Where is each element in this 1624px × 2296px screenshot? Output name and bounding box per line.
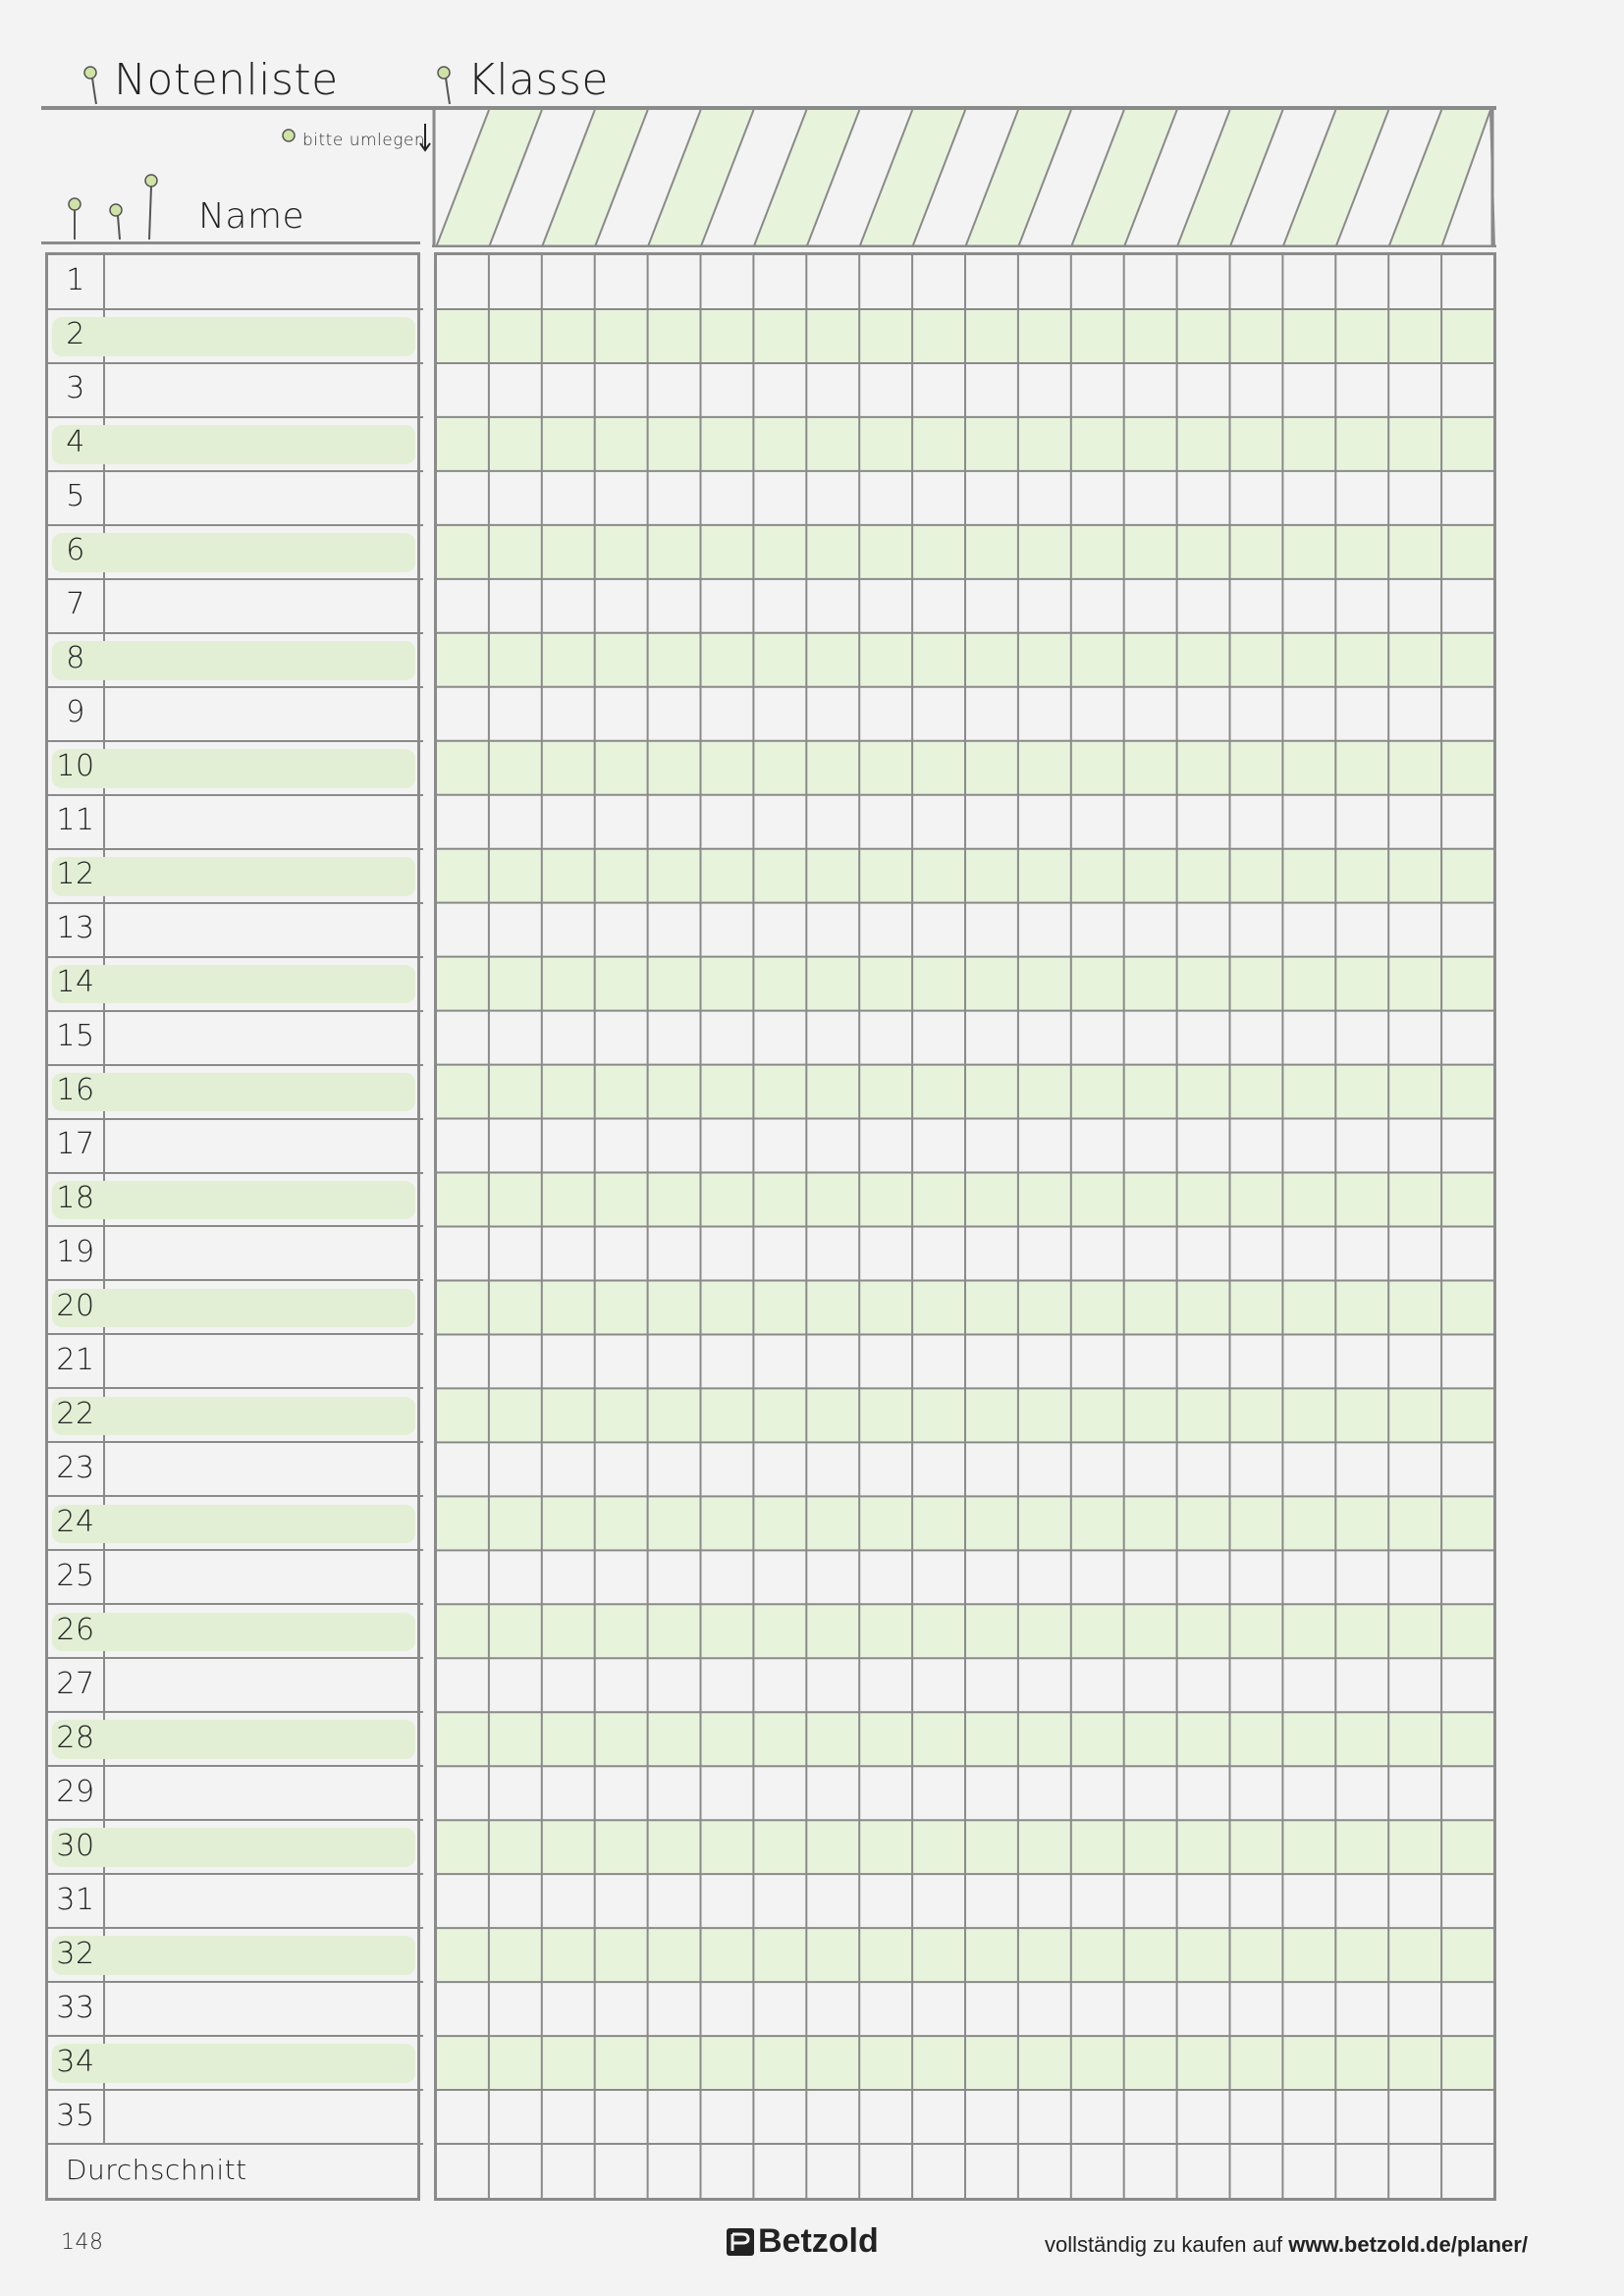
row-divider xyxy=(48,2143,423,2145)
table-row xyxy=(48,1442,423,1496)
table-row xyxy=(48,1658,423,1712)
student-name-field[interactable] xyxy=(103,471,423,525)
student-name-field[interactable] xyxy=(103,1173,423,1227)
row-number: 10 xyxy=(56,749,95,784)
arrow-down-icon xyxy=(418,122,432,157)
table-row xyxy=(48,849,423,903)
row-number: 16 xyxy=(56,1073,95,1108)
student-name-field[interactable] xyxy=(103,849,423,903)
student-name-field[interactable] xyxy=(103,633,423,687)
row-number: 5 xyxy=(66,479,85,514)
student-name-field[interactable] xyxy=(103,1442,423,1496)
table-row xyxy=(48,741,423,795)
student-table xyxy=(45,252,420,2201)
table-row xyxy=(48,1173,423,1227)
row-number: 15 xyxy=(56,1019,95,1054)
table-row xyxy=(48,471,423,525)
student-name-field[interactable] xyxy=(103,1820,423,1874)
student-name-field[interactable] xyxy=(103,255,423,309)
row-number: 19 xyxy=(56,1234,95,1269)
row-number: 30 xyxy=(56,1828,95,1863)
student-name-field[interactable] xyxy=(103,1065,423,1119)
column-header-stripe xyxy=(1388,110,1490,247)
table-row xyxy=(48,1011,423,1065)
table-row xyxy=(48,417,423,471)
row-number: 17 xyxy=(56,1127,95,1162)
student-name-field[interactable] xyxy=(103,1550,423,1604)
student-name-field[interactable] xyxy=(103,525,423,579)
row-number: 26 xyxy=(56,1612,95,1647)
table-row xyxy=(48,1766,423,1820)
column-header-stripe xyxy=(859,110,965,247)
student-name-field[interactable] xyxy=(103,957,423,1011)
student-name-field[interactable] xyxy=(103,417,423,471)
row-number: 13 xyxy=(56,911,95,946)
table-row xyxy=(48,1119,423,1173)
title-pin-icon xyxy=(82,65,102,112)
row-number: 2 xyxy=(66,317,85,352)
student-name-field[interactable] xyxy=(103,741,423,795)
name-column-label: Name xyxy=(198,196,305,237)
table-row xyxy=(48,1928,423,1982)
row-number: 1 xyxy=(66,263,85,298)
student-name-field[interactable] xyxy=(103,687,423,741)
student-name-field[interactable] xyxy=(103,1280,423,1334)
row-number: 28 xyxy=(56,1720,95,1755)
row-number: 34 xyxy=(56,2044,95,2079)
student-name-field[interactable] xyxy=(103,1227,423,1281)
row-number: 4 xyxy=(66,425,85,460)
table-row xyxy=(48,1334,423,1388)
student-name-field[interactable] xyxy=(103,1011,423,1065)
page-number: 148 xyxy=(61,2230,104,2255)
row-number: 3 xyxy=(66,371,85,406)
buy-text: vollständig zu kaufen auf xyxy=(1045,2232,1283,2257)
row-number: 6 xyxy=(66,533,85,568)
name-pin-icon xyxy=(67,196,86,245)
student-name-field[interactable] xyxy=(103,1874,423,1928)
name-header-line xyxy=(41,241,420,244)
row-number: 35 xyxy=(56,2098,95,2133)
student-name-field[interactable] xyxy=(103,1766,423,1820)
student-name-field[interactable] xyxy=(103,1119,423,1173)
column-header-stripe xyxy=(965,110,1071,247)
row-number: 29 xyxy=(56,1774,95,1809)
row-number: 11 xyxy=(56,803,95,838)
student-name-field[interactable] xyxy=(103,1334,423,1388)
table-row xyxy=(48,1820,423,1874)
table-row xyxy=(48,309,423,363)
table-row xyxy=(48,1280,423,1334)
row-number: 12 xyxy=(56,857,95,892)
student-name-field[interactable] xyxy=(103,1388,423,1442)
student-name-field[interactable] xyxy=(103,1712,423,1766)
brand-name: Betzold xyxy=(758,2222,879,2260)
student-name-field[interactable] xyxy=(103,1604,423,1658)
row-number: 21 xyxy=(56,1342,95,1377)
table-row xyxy=(48,1604,423,1658)
column-header-stripe xyxy=(1177,110,1283,247)
student-name-field[interactable] xyxy=(103,579,423,633)
row-number: 22 xyxy=(56,1396,95,1431)
row-number: 23 xyxy=(56,1450,95,1485)
name-pin-icon xyxy=(108,202,128,245)
turn-hint: bitte umlegen xyxy=(302,131,426,150)
class-label: Klasse xyxy=(467,55,609,105)
table-row xyxy=(48,903,423,957)
table-row xyxy=(48,525,423,579)
table-row xyxy=(48,363,423,417)
student-name-field[interactable] xyxy=(103,1928,423,1982)
page-title: Notenliste xyxy=(114,55,339,105)
table-row xyxy=(48,1712,423,1766)
column-header-stripe xyxy=(1282,110,1388,247)
betzold-logo-icon xyxy=(725,2225,756,2259)
student-name-field[interactable] xyxy=(103,1496,423,1550)
table-row xyxy=(48,1874,423,1928)
row-number: 20 xyxy=(56,1288,95,1323)
brand-logo xyxy=(725,2222,879,2261)
table-row xyxy=(48,1550,423,1604)
buy-link[interactable]: www.betzold.de/planer/ xyxy=(1288,2232,1528,2257)
average-label: Durchschnitt xyxy=(66,2153,247,2186)
name-pin-icon xyxy=(141,173,161,245)
table-row xyxy=(48,1496,423,1550)
column-header-stripe xyxy=(753,110,859,247)
table-row xyxy=(48,795,423,849)
student-name-field[interactable] xyxy=(103,363,423,417)
row-number: 32 xyxy=(56,1936,95,1971)
row-number: 25 xyxy=(56,1558,95,1593)
table-row xyxy=(48,2036,423,2090)
row-number: 8 xyxy=(66,641,85,676)
hint-pin-icon xyxy=(281,128,297,147)
table-row xyxy=(48,687,423,741)
student-name-field[interactable] xyxy=(103,2036,423,2090)
row-number: 18 xyxy=(56,1181,95,1215)
table-row xyxy=(48,255,423,309)
student-name-field[interactable] xyxy=(103,903,423,957)
table-row xyxy=(48,2090,423,2144)
student-name-field[interactable] xyxy=(103,309,423,363)
row-number: 24 xyxy=(56,1504,95,1539)
table-row xyxy=(48,1982,423,2036)
column-header-stripe xyxy=(648,110,754,247)
class-pin-icon xyxy=(436,65,456,112)
row-number: 9 xyxy=(66,695,85,730)
row-number: 31 xyxy=(56,1882,95,1917)
table-row xyxy=(48,1227,423,1281)
row-number: 33 xyxy=(56,1990,95,2025)
table-row xyxy=(48,1388,423,1442)
student-name-field[interactable] xyxy=(103,795,423,849)
table-row xyxy=(48,957,423,1011)
student-name-field[interactable] xyxy=(103,2090,423,2144)
row-number: 27 xyxy=(56,1666,95,1701)
student-name-field[interactable] xyxy=(103,1982,423,2036)
column-header-stripe xyxy=(542,110,648,247)
student-name-field[interactable] xyxy=(103,1658,423,1712)
grade-column-headers xyxy=(432,110,1496,247)
row-number: 7 xyxy=(66,587,85,622)
grade-grid xyxy=(434,252,1496,2201)
row-number: 14 xyxy=(56,965,95,1000)
column-header-stripe xyxy=(436,110,542,247)
buy-notice xyxy=(1045,2232,1528,2258)
table-row xyxy=(48,579,423,633)
table-row xyxy=(48,633,423,687)
table-row xyxy=(48,1065,423,1119)
column-header-stripe xyxy=(1071,110,1177,247)
